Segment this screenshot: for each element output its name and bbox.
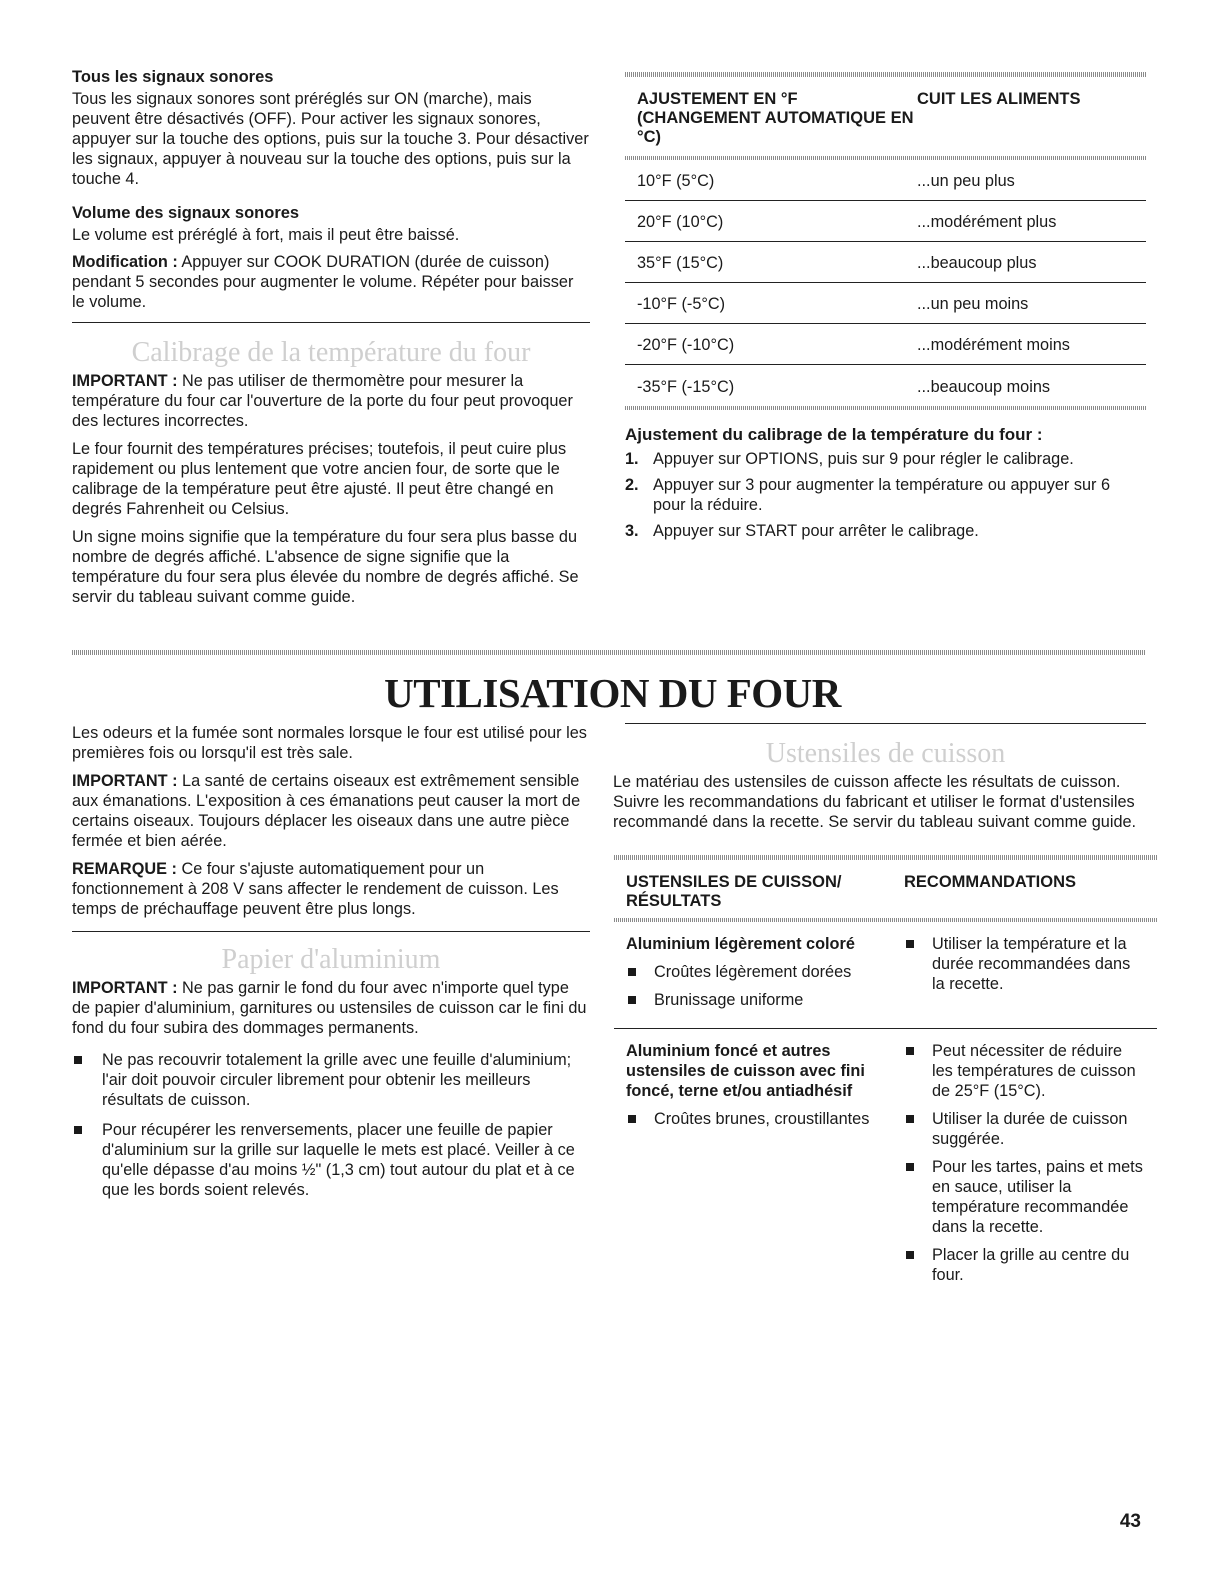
modification-text xyxy=(72,252,590,312)
list-item: Ne pas recouvrir totalement la grille avec une feuille d'aluminium; l'air doit pouvoir circuler librement pour obtenir les meilleurs résultats de cuisson. xyxy=(72,1050,590,1110)
cookware-section xyxy=(613,723,1146,840)
section-title-foil: Papier d'aluminium xyxy=(221,944,441,975)
cell-adjust: -35°F (-15°C) xyxy=(637,377,735,396)
important-body: Ne pas utiliser de thermomètre pour mesurer la température du four car l'ouverture de la porte du four peut provoquer des lectures incorrectes. xyxy=(72,372,573,430)
header-recommendations: RECOMMANDATIONS xyxy=(904,873,1077,891)
step-item xyxy=(625,521,1146,541)
table-row xyxy=(614,922,1157,1028)
list-item: Placer la grille au centre du four. xyxy=(904,1245,1147,1285)
note-label: REMARQUE : xyxy=(72,860,177,878)
table-bottom-border xyxy=(625,406,1146,410)
cell-adjust: 35°F (15°C) xyxy=(637,254,724,272)
section-divider xyxy=(72,322,590,323)
step-text: Appuyer sur START pour arrêter le calibrage. xyxy=(653,522,979,540)
step-number: 2. xyxy=(625,476,639,494)
important-label: IMPORTANT : xyxy=(72,979,178,997)
usage-important xyxy=(72,771,590,851)
cell-adjust: 20°F (10°C) xyxy=(637,213,724,231)
results-list xyxy=(626,962,896,1010)
cell-adjust: -20°F (-10°C) xyxy=(637,336,735,354)
table-row xyxy=(625,283,1146,324)
heading-all-signals: Tous les signaux sonores xyxy=(72,68,274,86)
section-divider xyxy=(72,931,590,932)
main-divider xyxy=(72,650,1146,655)
main-title: UTILISATION DU FOUR xyxy=(384,670,841,716)
list-item: Utiliser la température et la durée recommandées dans la recette. xyxy=(904,934,1147,994)
note-body: Ce four s'ajuste automatiquement pour un fonctionnement à 208 V sans affecter le rendement de cuisson. Les temps de préchauffage peuvent être plus longs. xyxy=(72,860,559,918)
recommendations-list xyxy=(904,934,1147,994)
cell-recommendations xyxy=(904,934,1157,1018)
calibration-para1: Le four fournit des températures précises; toutefois, il peut cuire plus rapidement ou plus lentement que votre ancien four, de sorte que le calibrage de la température peut être ajusté. Il peut être changé en degrés Fahrenheit ou Celsius. xyxy=(72,440,567,518)
important-label: IMPORTANT : xyxy=(72,772,178,790)
step-item xyxy=(625,449,1146,469)
cell-cooks: ...modérément plus xyxy=(917,213,1057,231)
table-row xyxy=(614,1029,1157,1303)
cell-cooks: ...modérément moins xyxy=(917,336,1070,354)
table-row xyxy=(625,201,1146,242)
steps-list xyxy=(625,449,1146,541)
table-header xyxy=(614,860,1157,918)
top-left-column xyxy=(72,67,590,615)
usage-intro: Les odeurs et la fumée sont normales lorsque le four est utilisé pour les premières fois ou lorsqu'il est très sale. xyxy=(72,724,587,762)
calibration-para2: Un signe moins signifie que la température du four sera plus basse du nombre de degrés affiché. L'absence de signe signifie que la température du four sera plus élevée du nombre de degrés affiché. Se servir du tableau suivant comme guide. xyxy=(72,528,579,606)
cookware-name: Aluminium légèrement coloré xyxy=(626,935,855,953)
section-divider xyxy=(625,723,1146,724)
list-item: Croûtes légèrement dorées xyxy=(626,962,896,982)
table-row xyxy=(625,242,1146,283)
step-text: Appuyer sur OPTIONS, puis sur 9 pour régler le calibrage. xyxy=(653,450,1074,468)
cookware-table xyxy=(614,855,1157,1303)
foil-bullets xyxy=(72,1050,590,1200)
cell-recommendations xyxy=(904,1041,1157,1293)
modification-body: Appuyer sur COOK DURATION (durée de cuisson) pendant 5 secondes pour augmenter le volume. Répéter pour baisser le volume. xyxy=(72,253,574,311)
list-item: Utiliser la durée de cuisson suggérée. xyxy=(904,1109,1147,1149)
table-header xyxy=(625,77,1146,156)
cell-cooks: ...un peu plus xyxy=(917,172,1015,190)
header-cookware: USTENSILES DE CUISSON/ RÉSULTATS xyxy=(626,873,842,910)
calibration-important xyxy=(72,371,590,431)
step-number: 3. xyxy=(625,522,639,540)
cell-cookware xyxy=(614,1041,904,1293)
calibration-table xyxy=(625,72,1146,410)
section-title-cookware: Ustensiles de cuisson xyxy=(765,738,1006,769)
header-cooks: CUIT LES ALIMENTS xyxy=(917,90,1081,108)
heading-volume: Volume des signaux sonores xyxy=(72,204,300,222)
cell-adjust: -10°F (-5°C) xyxy=(637,295,726,313)
step-item xyxy=(625,475,1146,515)
step-number: 1. xyxy=(625,450,639,468)
list-item: Pour les tartes, pains et mets en sauce, utiliser la température recommandée dans la recette. xyxy=(904,1157,1147,1237)
all-signals-text: Tous les signaux sonores sont préréglés sur ON (marche), mais peuvent être désactivés (OFF). Pour activer les signaux sonores, appuyer sur la touche des options, puis sur la touche 3. Pour désactiver les signaux, appuyer à nouveau sur la touche des options, puis sur la touche 4. xyxy=(72,90,589,188)
volume-text: Le volume est préréglé à fort, mais il peut être baissé. xyxy=(72,226,460,244)
recommendations-list xyxy=(904,1041,1147,1285)
usage-note xyxy=(72,859,590,919)
important-label: IMPORTANT : xyxy=(72,372,178,390)
step-text: Appuyer sur 3 pour augmenter la température ou appuyer sur 6 pour la réduire. xyxy=(653,476,1111,514)
header-adjust: AJUSTEMENT EN °F (CHANGEMENT AUTOMATIQUE EN °C) xyxy=(637,90,914,146)
list-item: Brunissage uniforme xyxy=(626,990,896,1010)
list-item: Croûtes brunes, croustillantes xyxy=(626,1109,896,1129)
cell-cooks: ...un peu moins xyxy=(917,295,1029,313)
table-row xyxy=(625,160,1146,201)
steps-title: Ajustement du calibrage de la température du four : xyxy=(625,425,1043,444)
table-row xyxy=(625,365,1146,406)
page-number: 43 xyxy=(1119,1511,1141,1532)
bottom-left-column xyxy=(72,723,590,1210)
list-item: Peut nécessiter de réduire les températures de cuisson de 25°F (15°C). xyxy=(904,1041,1147,1101)
important-body: Ne pas garnir le fond du four avec n'importe quel type de papier d'aluminium, garnitures ou ustensiles de cuisson car le fini du fond du four subira des dommages permanents. xyxy=(72,979,587,1037)
cell-cookware xyxy=(614,934,904,1018)
list-item: Pour récupérer les renversements, placer une feuille de papier d'aluminium sur la grille sur laquelle le mets est placé. Veiller à ce qu'elle dépasse d'au moins ½" (1,3 cm) tout autour du plat et à ce que les bords soient relevés. xyxy=(72,1120,590,1200)
cell-cooks: ...beaucoup moins xyxy=(917,377,1051,396)
results-list xyxy=(626,1109,896,1129)
modification-label: Modification : xyxy=(72,253,178,271)
table-row xyxy=(625,324,1146,365)
calibration-steps xyxy=(625,425,1146,547)
cookware-intro: Le matériau des ustensiles de cuisson affecte les résultats de cuisson. Suivre les recommandations du fabricant et utiliser le format d'ustensiles recommandé dans la recette. Se servir du tableau suivant comme guide. xyxy=(613,773,1137,831)
cell-cooks: ...beaucoup plus xyxy=(917,254,1037,272)
cell-adjust: 10°F (5°C) xyxy=(637,172,715,190)
section-title-calibration: Calibrage de la température du four xyxy=(131,337,531,368)
important-body: La santé de certains oiseaux est extrêmement sensible aux émanations. L'exposition à ces émanations peut causer la mort de certains oiseaux. Toujours déplacer les oiseaux dans une autre pièce fermée et bien aérée. xyxy=(72,772,581,850)
foil-important xyxy=(72,978,590,1038)
cookware-name: Aluminium foncé et autres ustensiles de cuisson avec fini foncé, terne et/ou antiadhésif xyxy=(626,1042,865,1100)
